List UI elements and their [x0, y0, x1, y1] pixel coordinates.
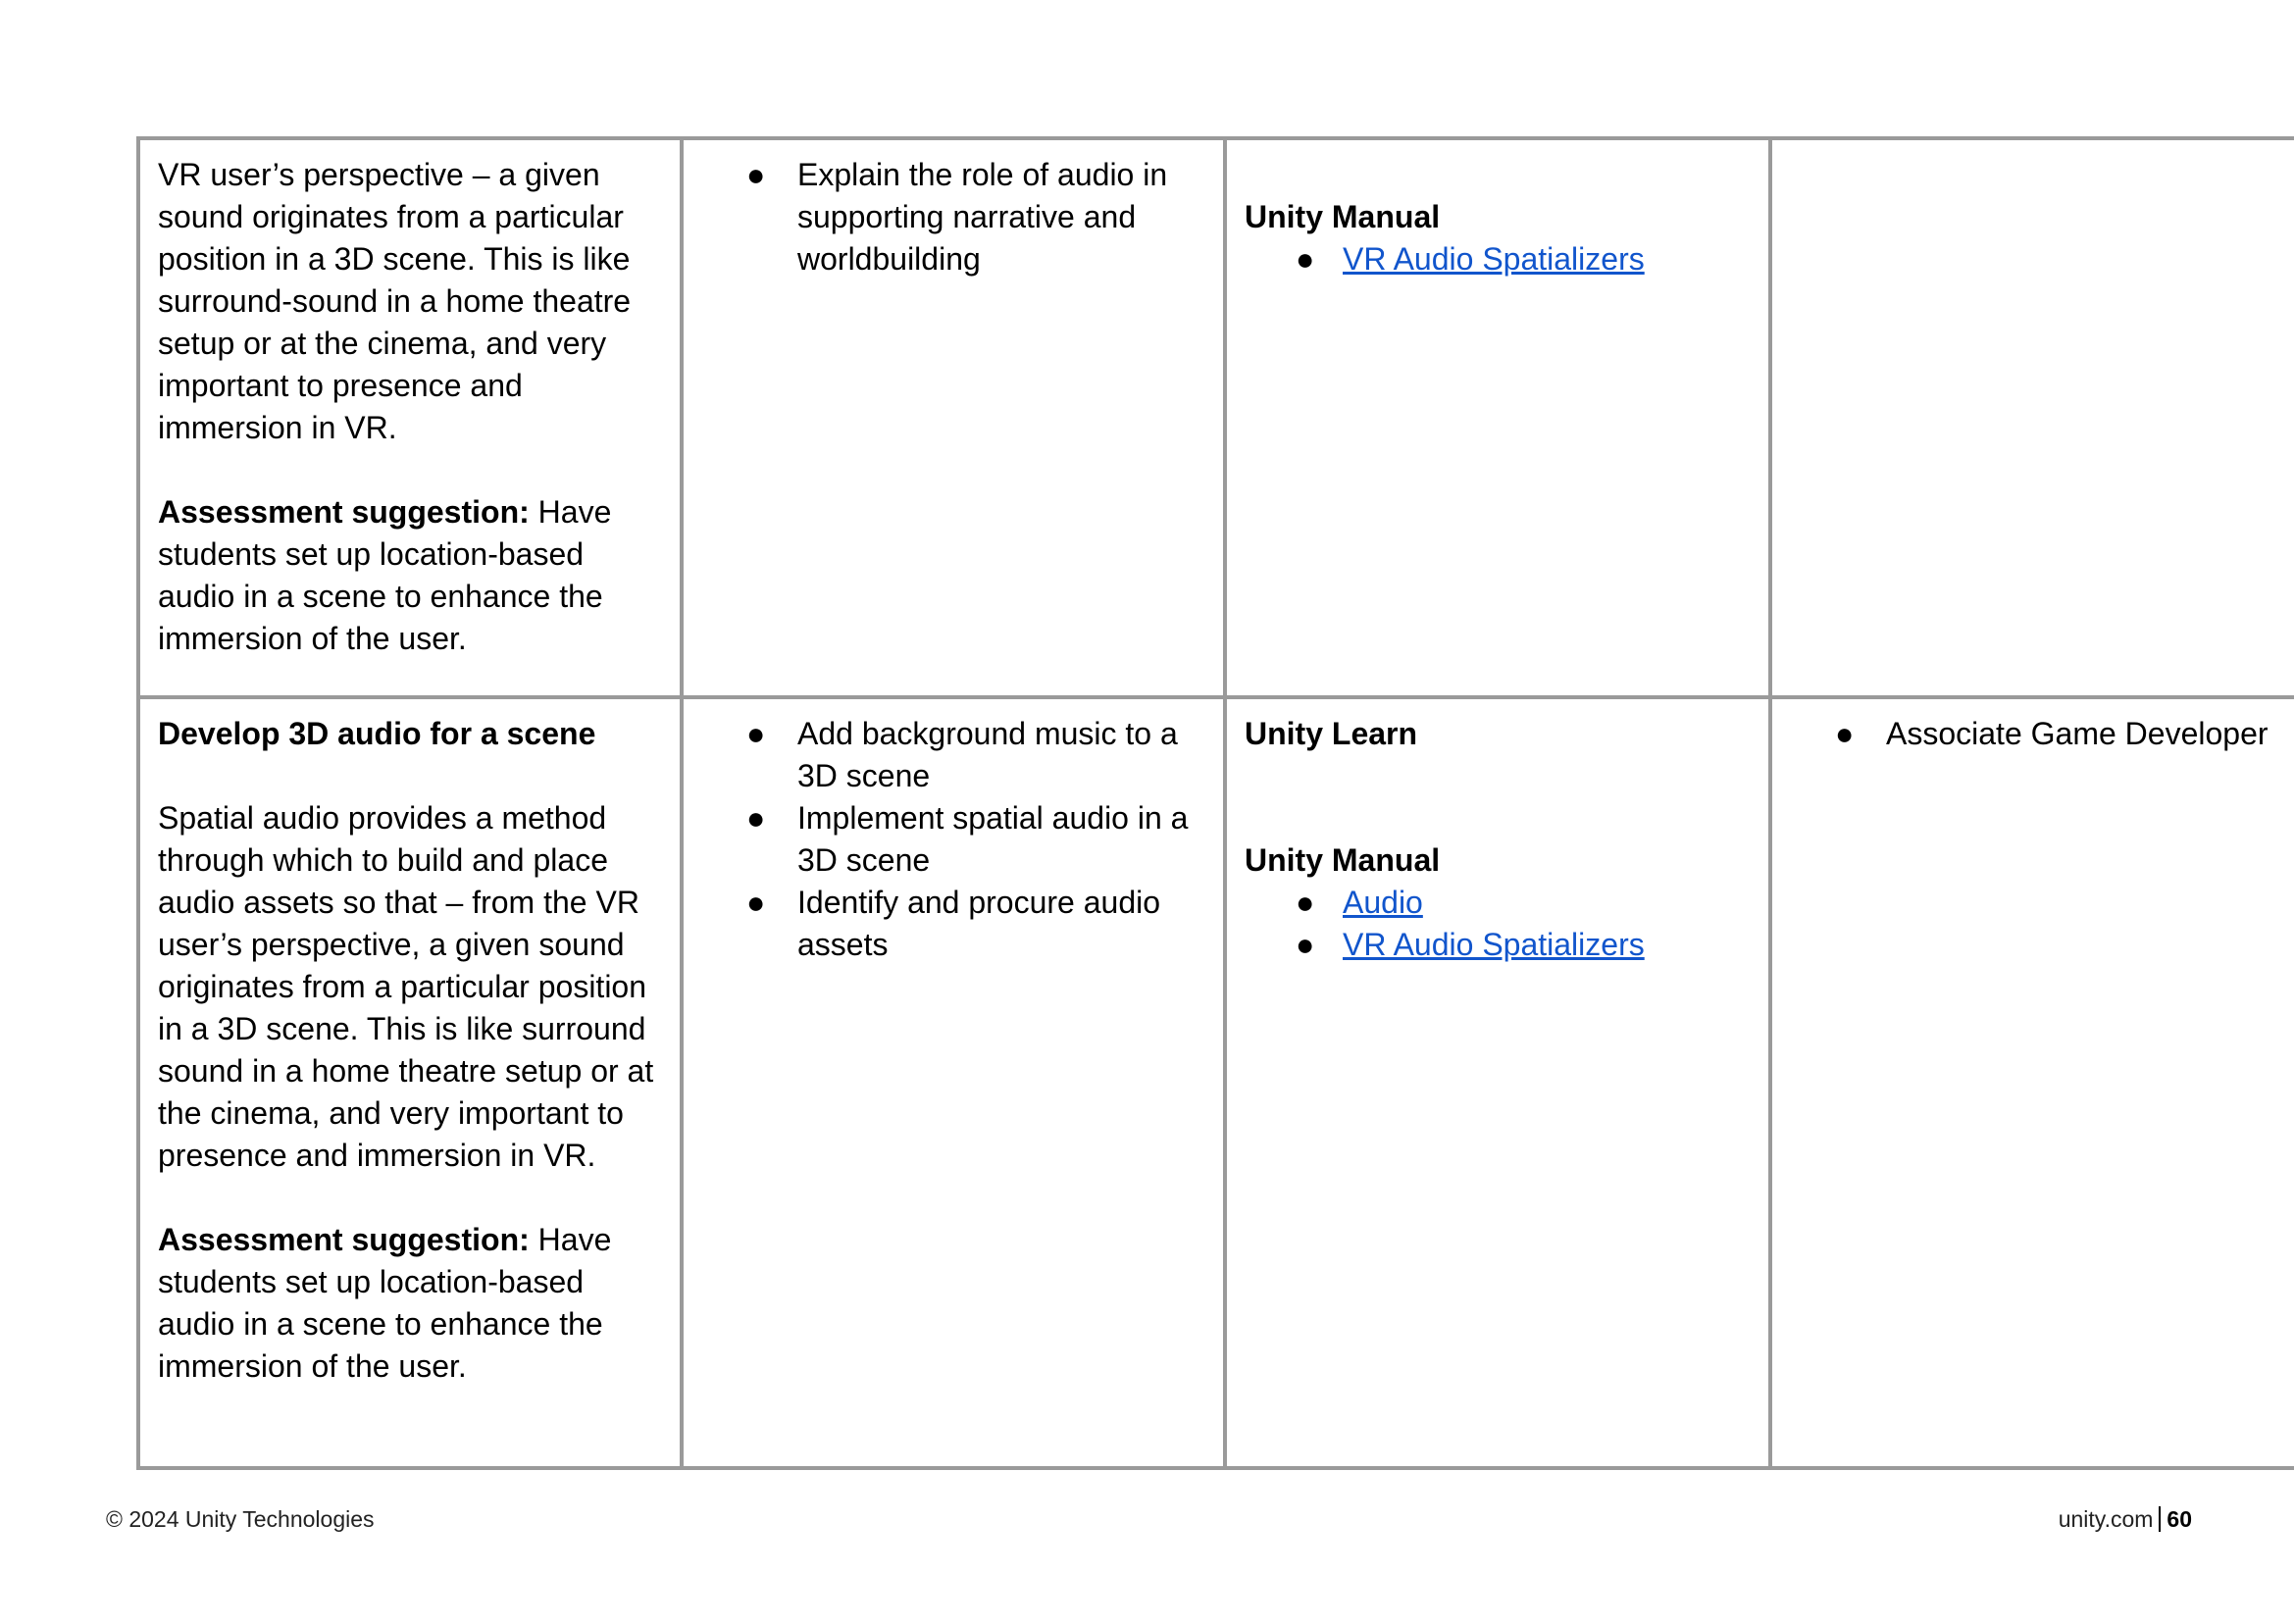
resources-cell [1225, 138, 1770, 697]
list-item [1790, 713, 2294, 755]
footer-copyright: © 2024 Unity Technologies [106, 1506, 375, 1532]
bullet-icon: ● [746, 800, 766, 836]
list-item [1245, 238, 1755, 280]
table-row [138, 697, 2294, 1468]
page-number: 60 [2167, 1506, 2192, 1532]
assessment-label: Assessment suggestion: [158, 1222, 530, 1257]
list-item [701, 154, 1209, 280]
description-text: Spatial audio provides a method through which to build and place audio assets so that – from the VR user’s perspective, a given sound originates from a particular position in a 3D scene. This is like surround sound in a home theatre setup or at the cinema, and very important to presence and immersion in VR. [158, 800, 654, 1173]
assessment-text: Have students set up location-based audio in a scene to enhance the immersion of the user. [158, 1222, 612, 1384]
objectives-list [701, 154, 1209, 280]
bullet-icon: ● [746, 885, 766, 920]
footer-divider [2159, 1506, 2161, 1532]
career-text: Associate Game Developer [1886, 716, 2269, 751]
bullet-icon: ● [1296, 241, 1315, 277]
list-item [701, 713, 1209, 797]
outcome-title: Develop 3D audio for a scene [158, 716, 596, 751]
table-row [138, 138, 2294, 697]
objectives-cell [682, 697, 1225, 1468]
objectives-list [701, 713, 1209, 966]
footer-site: unity.com [2058, 1506, 2154, 1532]
bullet-icon: ● [1835, 716, 1855, 751]
resource-links [1245, 882, 1755, 966]
career-cell [1770, 138, 2294, 697]
description-text: VR user’s perspective – a given sound originates from a particular position in a 3D scene. This is like surround-sound in a home theatre setup or at the cinema, and very important to presence and immersion in VR. [158, 157, 632, 445]
list-item [1245, 882, 1755, 924]
bullet-icon: ● [1296, 885, 1315, 920]
outcome-cell [138, 697, 682, 1468]
career-cell [1770, 697, 2294, 1468]
link-vr-audio-spatializers[interactable]: VR Audio Spatializers [1343, 241, 1645, 277]
link-vr-audio-spatializers[interactable]: VR Audio Spatializers [1343, 927, 1645, 962]
assessment-suggestion [158, 1219, 666, 1388]
assessment-suggestion [158, 491, 666, 660]
footer-page-info [2059, 1506, 2192, 1533]
resource-heading-unity-manual: Unity Manual [1245, 199, 1441, 234]
objective-text: Implement spatial audio in a 3D scene [797, 800, 1189, 878]
objective-text: Explain the role of audio in supporting narrative and worldbuilding [797, 157, 1168, 277]
bullet-icon: ● [746, 716, 766, 751]
resource-heading-unity-learn: Unity Learn [1245, 716, 1418, 751]
objective-text: Add background music to a 3D scene [797, 716, 1178, 793]
bullet-icon: ● [1296, 927, 1315, 962]
career-list [1790, 713, 2294, 755]
list-item [1245, 924, 1755, 966]
assessment-text: Have students set up location-based audio in a scene to enhance the immersion of the user. [158, 494, 612, 656]
objective-text: Identify and procure audio assets [797, 885, 1161, 962]
curriculum-table [136, 136, 2294, 1470]
assessment-label: Assessment suggestion: [158, 494, 530, 530]
list-item [701, 797, 1209, 882]
outcome-cell [138, 138, 682, 697]
objectives-cell [682, 138, 1225, 697]
list-item [701, 882, 1209, 966]
resource-heading-unity-manual: Unity Manual [1245, 842, 1441, 878]
resource-links [1245, 238, 1755, 280]
link-audio[interactable]: Audio [1343, 885, 1423, 920]
bullet-icon: ● [746, 157, 766, 192]
resources-cell [1225, 697, 1770, 1468]
